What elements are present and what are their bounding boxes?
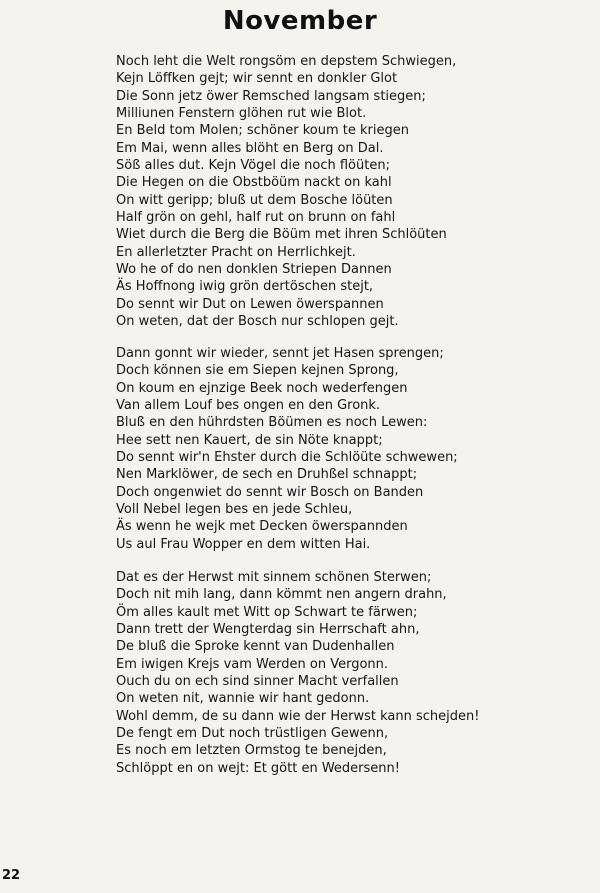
poem-line: Die Hegen on die Obstböüm nackt on kahl <box>116 175 392 191</box>
poem-line: Hee sett nen Kauert, de sin Nöte knappt; <box>116 432 383 448</box>
poem-line: Wo he of do nen donklen Striepen Dannen <box>116 262 392 278</box>
poem-line: Dat es der Herwst mit sinnem schönen Sterwen; <box>116 570 432 585</box>
poem-line: Dann trett der Wengterdag sin Herrschaft ahn, <box>116 622 420 638</box>
poem-line: Doch ongenwiet do sennt wir Bosch on Banden <box>116 484 424 500</box>
poem-line: Milliunen Fenstern glöhen rut wie Blot. <box>116 106 367 122</box>
poem-line: Wohl demm, de su dann wie der Herwst kann schejden! <box>116 708 480 724</box>
poem-line: Söß alles dut. Kejn Vögel die noch flöüten; <box>116 158 390 174</box>
stanza-2 <box>116 345 586 553</box>
poem-line: Dann gonnt wir wieder, sennt jet Hasen sprengen; <box>116 346 444 361</box>
poem-line: Schlöppt en on wejt: Et gött en Wedersenn! <box>116 760 400 776</box>
poem-line: On witt geripp; bluß ut dem Bosche löüten <box>116 192 393 208</box>
poem-line: Äs Hoffnong iwig grön dertöschen stejt, <box>116 279 374 295</box>
poem-line: Äs wenn he wejk met Decken öwerspannden <box>116 519 408 535</box>
poem-line: Wiet durch die Berg die Böüm met ihren Schlöüten <box>116 227 447 243</box>
poem-line: On weten nit, wannie wir hant gedonn. <box>116 691 370 707</box>
poem-title: November <box>222 6 378 36</box>
poem-line: Doch können sie em Siepen kejnen Sprong, <box>116 363 399 379</box>
poem-line: Nen Marklöwer, de sech en Druhßel schnappt; <box>116 467 418 483</box>
poem-line: En allerletzter Pracht on Herrlichkejt. <box>116 244 356 260</box>
poem-line: De bluß die Sproke kennt van Dudenhallen <box>116 639 395 655</box>
poem-line: Van allem Louf bes ongen en den Gronk. <box>116 398 381 414</box>
poem-line: Voll Nebel legen bes en jede Schleu, <box>116 502 353 518</box>
stanza-3 <box>116 569 586 777</box>
poem-line: Öm alles kault met Witt op Schwart te färwen; <box>116 604 418 620</box>
poem-line: Us aul Frau Wopper en dem witten Hai. <box>116 536 371 552</box>
poem-line: Em Mai, wenn alles blöht en Berg on Dal. <box>116 140 384 156</box>
poem-line: Ouch du on ech sind sinner Macht verfallen <box>116 674 399 690</box>
poem-line: On koum en ejnzige Beek noch wederfengen <box>116 380 408 396</box>
poem-line: Die Sonn jetz öwer Remsched langsam stiegen; <box>116 88 426 104</box>
poem-line: Doch nit mih lang, dann kömmt nen angern drahn, <box>116 587 447 603</box>
poem-line: En Beld tom Molen; schöner koum te kriegen <box>116 123 409 139</box>
poem-line: Do sennt wir Dut on Lewen öwerspannen <box>116 296 384 312</box>
poem-line: De fengt em Dut noch trüstligen Gewenn, <box>116 726 389 742</box>
poem-line: Bluß en den hührdsten Böümen es noch Lewen: <box>116 415 428 431</box>
poem-line: Es noch em letzten Ormstog te benejden, <box>116 743 387 759</box>
poem-line: Do sennt wir'n Ehster durch die Schlöüte schwewen; <box>116 450 458 466</box>
poem-line: Em iwigen Krejs vam Werden on Vergonn. <box>116 656 389 672</box>
poem-line: Kejn Löffken gejt; wir sennt en donkler Glot <box>116 71 398 87</box>
poem-line: Noch leht die Welt rongsöm en depstem Schwiegen, <box>116 54 457 69</box>
page-number: 22 <box>2 868 21 883</box>
poem-line: Half grön on gehl, half rut on brunn on fahl <box>116 210 396 226</box>
stanza-1 <box>116 53 586 331</box>
poem-line: On weten, dat der Bosch nur schlopen gejt. <box>116 314 399 330</box>
